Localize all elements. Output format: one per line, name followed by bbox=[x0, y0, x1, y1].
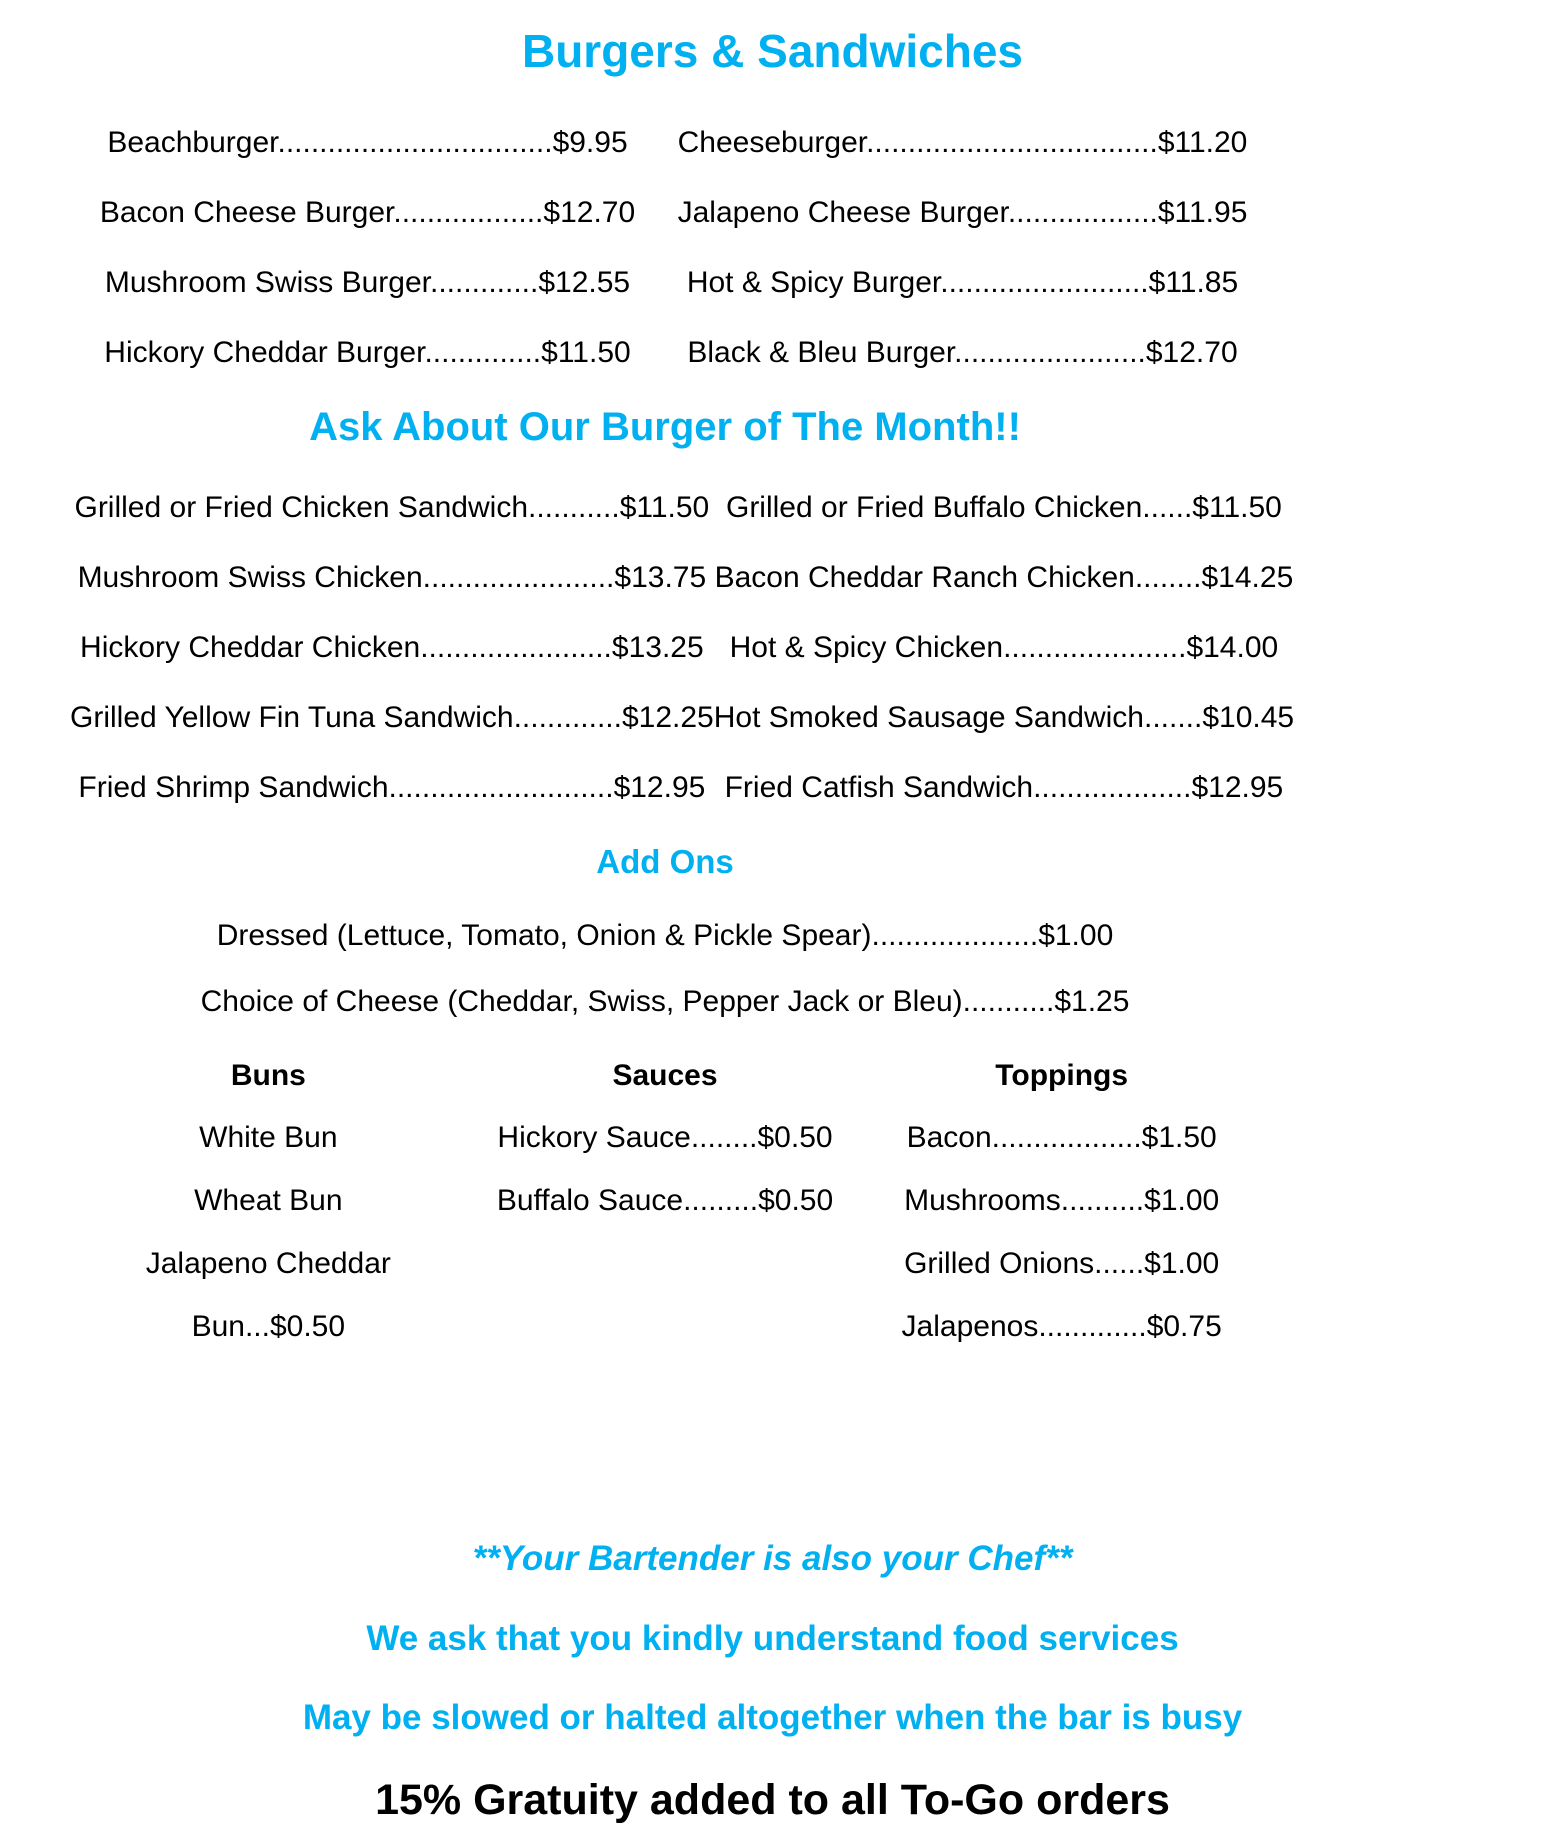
buns-column bbox=[70, 1058, 467, 1372]
gratuity-note: 15% Gratuity added to all To-Go orders bbox=[375, 1776, 1170, 1824]
toppings-column bbox=[863, 1058, 1260, 1372]
item-name: Grilled Onions bbox=[904, 1247, 1095, 1280]
dot-leader: ............. bbox=[429, 266, 539, 299]
sandwiches-section bbox=[70, 490, 1295, 806]
item-name: Black & Bleu Burger bbox=[687, 336, 955, 369]
item-name: Fried Catfish Sandwich bbox=[724, 771, 1034, 804]
menu-item bbox=[863, 1309, 1260, 1345]
add-ons-heading: Add Ons bbox=[596, 843, 734, 880]
dot-leader: ........... bbox=[528, 491, 620, 524]
item-price: $0.50 bbox=[758, 1184, 834, 1217]
item-price: $11.85 bbox=[1148, 266, 1239, 299]
dot-leader: .......... bbox=[1060, 1184, 1145, 1217]
menu-item bbox=[70, 490, 714, 526]
item-name: Hickory Sauce bbox=[497, 1121, 691, 1154]
menu-item bbox=[70, 265, 665, 301]
item-name: Cheeseburger bbox=[677, 126, 867, 159]
dot-leader: ...................... bbox=[1003, 631, 1187, 664]
menu-item bbox=[665, 125, 1260, 161]
item-name: Grilled or Fried Chicken Sandwich bbox=[74, 491, 528, 524]
item-price: $13.75 bbox=[614, 561, 707, 594]
dot-leader: ........................... bbox=[388, 771, 614, 804]
menu-item bbox=[70, 195, 665, 231]
item-price: $12.95 bbox=[613, 771, 706, 804]
item-name: Beachburger bbox=[107, 126, 278, 159]
sauces-heading: Sauces bbox=[612, 1059, 718, 1092]
item-name: Bacon Cheese Burger bbox=[99, 196, 394, 229]
item-price: $14.00 bbox=[1186, 631, 1279, 664]
item-name: Grilled Yellow Fin Tuna Sandwich bbox=[70, 701, 514, 734]
menu-item bbox=[863, 1183, 1260, 1219]
menu-item bbox=[467, 1183, 864, 1219]
item-name: Grilled or Fried Buffalo Chicken bbox=[725, 491, 1143, 524]
menu-item bbox=[714, 630, 1294, 666]
menu-item bbox=[70, 918, 1260, 954]
item-price: $0.50 bbox=[757, 1121, 833, 1154]
burgers-grid bbox=[70, 125, 1260, 371]
item-name: Hot & Spicy Chicken bbox=[729, 631, 1004, 664]
menu-item bbox=[714, 770, 1294, 806]
item-price: $1.25 bbox=[1054, 985, 1130, 1018]
menu-item bbox=[665, 335, 1260, 371]
menu-item bbox=[714, 700, 1294, 736]
item-price: $12.70 bbox=[1145, 336, 1238, 369]
item-name: Hickory Cheddar Chicken bbox=[80, 631, 421, 664]
dot-leader: .................. bbox=[393, 196, 544, 229]
dot-leader: ....... bbox=[1143, 701, 1203, 734]
burgers-section bbox=[70, 125, 1260, 371]
item-price: $9.95 bbox=[552, 126, 628, 159]
burger-of-month-banner: Ask About Our Burger of The Month!! bbox=[309, 405, 1021, 449]
dot-leader: ...... bbox=[1094, 1247, 1145, 1280]
buns-heading: Buns bbox=[230, 1059, 306, 1092]
item-price: $12.55 bbox=[538, 266, 631, 299]
dot-leader: ........ bbox=[690, 1121, 758, 1154]
dot-leader: .................... bbox=[871, 919, 1039, 952]
dot-leader: ......... bbox=[683, 1184, 759, 1217]
item-price: $14.25 bbox=[1201, 561, 1294, 594]
dot-leader: .................. bbox=[1007, 196, 1158, 229]
menu-item bbox=[70, 560, 714, 596]
item-name: Mushrooms bbox=[904, 1184, 1061, 1217]
menu-item: Wheat Bun bbox=[194, 1184, 343, 1217]
item-price: $1.50 bbox=[1141, 1121, 1217, 1154]
dot-leader: ....................... bbox=[422, 561, 615, 594]
dot-leader: ............. bbox=[513, 701, 622, 734]
dot-leader: .............. bbox=[424, 336, 542, 369]
dot-leader: ................................. bbox=[277, 126, 553, 159]
dot-leader: ......................... bbox=[940, 266, 1149, 299]
item-name: Bacon Cheddar Ranch Chicken bbox=[714, 561, 1135, 594]
options-columns bbox=[70, 1058, 1260, 1372]
item-price: $11.50 bbox=[1192, 491, 1282, 524]
item-price: $12.25 bbox=[621, 701, 714, 734]
menu-item: Bun...$0.50 bbox=[191, 1310, 346, 1343]
menu-item bbox=[714, 490, 1294, 526]
menu-item bbox=[70, 630, 714, 666]
item-name: Choice of Cheese (Cheddar, Swiss, Pepper Jack or Bleu) bbox=[200, 985, 963, 1018]
item-price: $12.70 bbox=[543, 196, 636, 229]
menu-item bbox=[665, 195, 1260, 231]
item-name: Mushroom Swiss Chicken bbox=[77, 561, 423, 594]
item-name: Buffalo Sauce bbox=[496, 1184, 684, 1217]
item-price: $11.50 bbox=[541, 336, 631, 369]
sandwiches-grid bbox=[70, 490, 1295, 806]
menu-item: White Bun bbox=[199, 1121, 338, 1154]
item-price: $1.00 bbox=[1144, 1247, 1220, 1280]
food-service-note-2: May be slowed or halted altogether when the bar is busy bbox=[302, 1698, 1243, 1737]
dot-leader: ................... bbox=[1033, 771, 1192, 804]
menu-item bbox=[863, 1246, 1260, 1282]
sauces-column bbox=[467, 1058, 864, 1372]
menu-item bbox=[714, 560, 1294, 596]
dot-leader: ....................... bbox=[420, 631, 612, 664]
menu-item bbox=[665, 265, 1260, 301]
item-price: $12.95 bbox=[1191, 771, 1284, 804]
item-name: Hot Smoked Sausage Sandwich bbox=[713, 701, 1144, 734]
menu-item bbox=[467, 1120, 864, 1156]
footer-notes bbox=[0, 1538, 1545, 1825]
item-name: Mushroom Swiss Burger bbox=[104, 266, 430, 299]
dot-leader: ........... bbox=[962, 985, 1055, 1018]
page-title: Burgers & Sandwiches bbox=[521, 25, 1024, 77]
item-name: Hickory Cheddar Burger bbox=[104, 336, 425, 369]
bartender-chef-note: **Your Bartender is also your Chef** bbox=[472, 1539, 1073, 1578]
item-name: Jalapeno Cheese Burger bbox=[677, 196, 1008, 229]
menu-item bbox=[70, 770, 714, 806]
item-name: Dressed (Lettuce, Tomato, Onion & Pickle Spear) bbox=[216, 919, 872, 952]
menu-page bbox=[0, 24, 1545, 1825]
dot-leader: ........ bbox=[1134, 561, 1202, 594]
item-name: Hot & Spicy Burger bbox=[686, 266, 941, 299]
item-price: $11.95 bbox=[1157, 196, 1248, 229]
add-ons-list bbox=[70, 918, 1260, 1020]
food-service-note-1: We ask that you kindly understand food services bbox=[366, 1619, 1179, 1658]
item-price: $1.00 bbox=[1144, 1184, 1220, 1217]
item-name: Jalapenos bbox=[901, 1310, 1039, 1343]
item-name: Fried Shrimp Sandwich bbox=[78, 771, 389, 804]
menu-item: Jalapeno Cheddar bbox=[145, 1247, 391, 1280]
menu-item bbox=[70, 125, 665, 161]
item-price: $0.75 bbox=[1146, 1310, 1222, 1343]
item-price: $11.50 bbox=[619, 491, 710, 524]
dot-leader: ...... bbox=[1142, 491, 1193, 524]
dot-leader: .................. bbox=[991, 1121, 1142, 1154]
menu-item bbox=[70, 984, 1260, 1020]
menu-item bbox=[70, 700, 714, 736]
dot-leader: ............. bbox=[1038, 1310, 1147, 1343]
item-price: $13.25 bbox=[611, 631, 704, 664]
dot-leader: ................................... bbox=[866, 126, 1158, 159]
menu-item bbox=[70, 335, 665, 371]
item-price: $11.20 bbox=[1157, 126, 1248, 159]
item-name: Bacon bbox=[906, 1121, 992, 1154]
item-price: $1.00 bbox=[1038, 919, 1114, 952]
toppings-heading: Toppings bbox=[995, 1059, 1129, 1092]
dot-leader: ....................... bbox=[954, 336, 1146, 369]
item-price: $10.45 bbox=[1202, 701, 1295, 734]
menu-item bbox=[863, 1120, 1260, 1156]
